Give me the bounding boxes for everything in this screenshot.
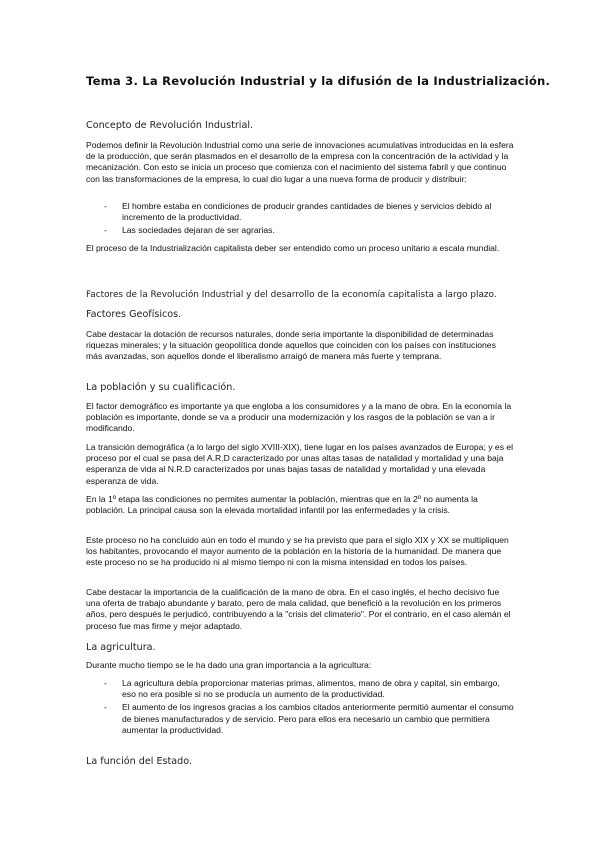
- paragraph-poblacion-4: Este proceso no ha concluido aún en todo el mundo y se ha previsto que para el siglo XIX y XX se multipliquen los habitantes, provocando el mayor aumento de la población en la historia de la humanidad. De manera que este proceso no se ha producido ni al mismo tiempo ni con la misma intensidad en todos los países.: [86, 535, 509, 568]
- list-item: - El aumento de los ingresos gracias a los cambios citados anteriormente permitió aumentar el consumo de bienes manufacturados y de servicio. Pero para ellos era necesario un cambio que permitiera aumentar la productividad.: [104, 702, 514, 735]
- list-item: - Las sociedades dejaran de ser agrarias.: [104, 225, 275, 236]
- list-agricultura: [86, 678, 514, 738]
- list-item: - La agricultura debía proporcionar materias primas, alimentos, mano de obra y capital, sin embargo, eso no era posible si no se producía un aumento de la productividad.: [104, 678, 500, 700]
- paragraph-poblacion-5: Cabe destacar la importancia de la cualificación de la mano de obra. En el caso inglés, el hecho decisivo fue una oferta de trabajo abundante y barato, pero de mala calidad, que benefició a la revolución en los primeros años, pero después le perjudicó, contribuyendo a la "crisis del climaterio". Por el contrario, en el caso alemán el proceso fue mas firme y mejor adaptado.: [86, 587, 511, 631]
- page-title: Tema 3. La Revolución Industrial y la difusión de la Industrialización.: [86, 74, 551, 88]
- heading-agricultura: La agricultura.: [86, 642, 156, 653]
- heading-factores: Factores de la Revolución Industrial y del desarrollo de la economía capitalista a largo plazo.: [86, 290, 497, 300]
- paragraph-concepto-definition: Podemos definir la Revolución Industrial como una serie de innovaciones acumulativas introducidas en la esfera de la producción, que serán plasmados en el desarrollo de la empresa con la concentración de la actividad y la mecanización. Con esto se inicia un proceso que comienza con el nacimiento del sistema fabril y que continuo con las transformaciones de la empresa, lo cual dio lugar a una nueva forma de producir y distribuir:: [86, 140, 514, 184]
- list-concepto: [86, 201, 514, 239]
- heading-concepto: Concepto de Revolución Industrial.: [86, 120, 254, 131]
- paragraph-poblacion-2: La transición demográfica (a lo largo del siglo XVIII-XIX), tiene lugar en los países avanzados de Europa; y es el proceso por el cual se pasa del A.R.D caracterizado por unas altas tasas de natalidad y mortalidad y una baja esperanza de vida al N.R.D caracterizados por unas bajas tasas de natalidad y mortalidad y una elevada esperanza de vida.: [86, 442, 514, 486]
- paragraph-agricultura: Durante mucho tiempo se le ha dado una gran importancia a la agricultura:: [86, 660, 372, 670]
- heading-factores-geofisicos: Factores Geofísicos.: [86, 309, 182, 320]
- list-item: - El hombre estaba en condiciones de producir grandes cantidades de bienes y servicios debido al incremento de la productividad.: [104, 201, 492, 223]
- paragraph-poblacion-1: El factor demográfico es importante ya que engloba a los consumidores y a la mano de obra. En la economía la población es importante, donde se va a producir una modernización y los rasgos de la población se van a ir modificando.: [86, 401, 512, 434]
- paragraph-geofisicos: Cabe destacar la dotación de recursos naturales, donde seria importante la disponibilidad de determinadas riquezas minerales; y la situación geopolítica donde aquellos que coinciden con los países con instituciones más avanzadas, son aquellos donde el liberalismo arraigó de manera más fuerte y temprana.: [86, 329, 496, 362]
- heading-funcion-estado: La función del Estado.: [86, 756, 192, 767]
- paragraph-concepto-process: El proceso de la Industrialización capitalista deber ser entendido como un proceso unitario a escala mundial.: [86, 243, 500, 253]
- heading-poblacion: La población y su cualificación.: [86, 382, 236, 393]
- paragraph-poblacion-3: En la 1º etapa las condiciones no permites aumentar la población, mientras que en la 2º no aumenta la población. La principal causa son la elevada mortalidad infantil por las enfermedades y la crisis.: [86, 494, 478, 516]
